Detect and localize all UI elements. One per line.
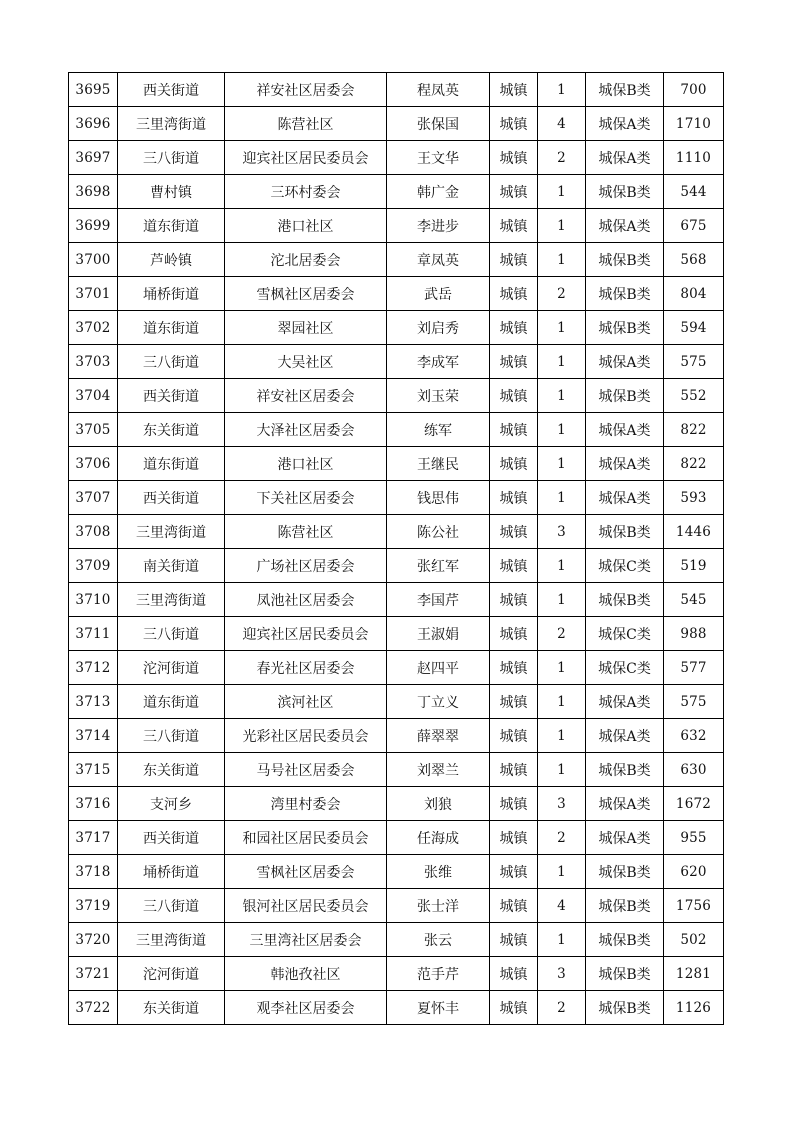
community-cell: 翠园社区 bbox=[225, 311, 387, 345]
subdistrict-cell: 三里湾街道 bbox=[118, 515, 225, 549]
amount-cell: 577 bbox=[664, 651, 724, 685]
household-size-cell: 1 bbox=[538, 379, 586, 413]
subdistrict-cell: 西关街道 bbox=[118, 481, 225, 515]
table-row bbox=[69, 923, 724, 957]
community-cell: 祥安社区居委会 bbox=[225, 379, 387, 413]
area-type-cell: 城镇 bbox=[490, 277, 538, 311]
area-type-cell: 城镇 bbox=[490, 515, 538, 549]
name-cell: 张士洋 bbox=[387, 889, 490, 923]
area-type-cell: 城镇 bbox=[490, 991, 538, 1025]
household-size-cell: 1 bbox=[538, 311, 586, 345]
area-type-cell: 城镇 bbox=[490, 175, 538, 209]
table-row bbox=[69, 855, 724, 889]
table-row bbox=[69, 957, 724, 991]
area-type-cell: 城镇 bbox=[490, 311, 538, 345]
household-size-cell: 3 bbox=[538, 787, 586, 821]
row-number-cell: 3718 bbox=[69, 855, 118, 889]
category-cell: 城保B类 bbox=[586, 991, 664, 1025]
table-row bbox=[69, 651, 724, 685]
area-type-cell: 城镇 bbox=[490, 753, 538, 787]
category-cell: 城保A类 bbox=[586, 141, 664, 175]
household-size-cell: 4 bbox=[538, 107, 586, 141]
area-type-cell: 城镇 bbox=[490, 651, 538, 685]
area-type-cell: 城镇 bbox=[490, 583, 538, 617]
row-number-cell: 3710 bbox=[69, 583, 118, 617]
household-size-cell: 1 bbox=[538, 73, 586, 107]
relief-roster-table bbox=[68, 72, 724, 1025]
household-size-cell: 4 bbox=[538, 889, 586, 923]
name-cell: 任海成 bbox=[387, 821, 490, 855]
community-cell: 光彩社区居民委员会 bbox=[225, 719, 387, 753]
area-type-cell: 城镇 bbox=[490, 209, 538, 243]
category-cell: 城保B类 bbox=[586, 277, 664, 311]
area-type-cell: 城镇 bbox=[490, 107, 538, 141]
subdistrict-cell: 沱河街道 bbox=[118, 957, 225, 991]
row-number-cell: 3713 bbox=[69, 685, 118, 719]
amount-cell: 630 bbox=[664, 753, 724, 787]
name-cell: 刘狼 bbox=[387, 787, 490, 821]
subdistrict-cell: 三里湾街道 bbox=[118, 923, 225, 957]
community-cell: 三里湾社区居委会 bbox=[225, 923, 387, 957]
name-cell: 刘启秀 bbox=[387, 311, 490, 345]
subdistrict-cell: 三里湾街道 bbox=[118, 107, 225, 141]
table-row bbox=[69, 379, 724, 413]
subdistrict-cell: 埇桥街道 bbox=[118, 277, 225, 311]
category-cell: 城保B类 bbox=[586, 583, 664, 617]
category-cell: 城保A类 bbox=[586, 481, 664, 515]
category-cell: 城保B类 bbox=[586, 243, 664, 277]
household-size-cell: 1 bbox=[538, 651, 586, 685]
category-cell: 城保A类 bbox=[586, 685, 664, 719]
category-cell: 城保B类 bbox=[586, 753, 664, 787]
area-type-cell: 城镇 bbox=[490, 923, 538, 957]
community-cell: 陈营社区 bbox=[225, 515, 387, 549]
category-cell: 城保A类 bbox=[586, 209, 664, 243]
subdistrict-cell: 三里湾街道 bbox=[118, 583, 225, 617]
amount-cell: 575 bbox=[664, 685, 724, 719]
category-cell: 城保B类 bbox=[586, 175, 664, 209]
row-number-cell: 3707 bbox=[69, 481, 118, 515]
row-number-cell: 3703 bbox=[69, 345, 118, 379]
community-cell: 银河社区居民委员会 bbox=[225, 889, 387, 923]
table-row bbox=[69, 447, 724, 481]
community-cell: 滨河社区 bbox=[225, 685, 387, 719]
subdistrict-cell: 西关街道 bbox=[118, 379, 225, 413]
amount-cell: 632 bbox=[664, 719, 724, 753]
name-cell: 张维 bbox=[387, 855, 490, 889]
area-type-cell: 城镇 bbox=[490, 345, 538, 379]
area-type-cell: 城镇 bbox=[490, 617, 538, 651]
row-number-cell: 3712 bbox=[69, 651, 118, 685]
row-number-cell: 3706 bbox=[69, 447, 118, 481]
table-row bbox=[69, 719, 724, 753]
row-number-cell: 3711 bbox=[69, 617, 118, 651]
category-cell: 城保C类 bbox=[586, 617, 664, 651]
area-type-cell: 城镇 bbox=[490, 719, 538, 753]
name-cell: 张保国 bbox=[387, 107, 490, 141]
area-type-cell: 城镇 bbox=[490, 685, 538, 719]
name-cell: 王继民 bbox=[387, 447, 490, 481]
table-row bbox=[69, 141, 724, 175]
row-number-cell: 3699 bbox=[69, 209, 118, 243]
area-type-cell: 城镇 bbox=[490, 889, 538, 923]
household-size-cell: 1 bbox=[538, 209, 586, 243]
subdistrict-cell: 道东街道 bbox=[118, 447, 225, 481]
area-type-cell: 城镇 bbox=[490, 413, 538, 447]
amount-cell: 1281 bbox=[664, 957, 724, 991]
table-row bbox=[69, 889, 724, 923]
household-size-cell: 1 bbox=[538, 345, 586, 379]
amount-cell: 544 bbox=[664, 175, 724, 209]
subdistrict-cell: 西关街道 bbox=[118, 73, 225, 107]
row-number-cell: 3720 bbox=[69, 923, 118, 957]
household-size-cell: 1 bbox=[538, 719, 586, 753]
amount-cell: 1756 bbox=[664, 889, 724, 923]
area-type-cell: 城镇 bbox=[490, 141, 538, 175]
row-number-cell: 3708 bbox=[69, 515, 118, 549]
community-cell: 沱北居委会 bbox=[225, 243, 387, 277]
name-cell: 陈公社 bbox=[387, 515, 490, 549]
row-number-cell: 3709 bbox=[69, 549, 118, 583]
amount-cell: 955 bbox=[664, 821, 724, 855]
area-type-cell: 城镇 bbox=[490, 855, 538, 889]
name-cell: 王淑娟 bbox=[387, 617, 490, 651]
table-row bbox=[69, 685, 724, 719]
row-number-cell: 3698 bbox=[69, 175, 118, 209]
amount-cell: 575 bbox=[664, 345, 724, 379]
subdistrict-cell: 东关街道 bbox=[118, 753, 225, 787]
amount-cell: 1110 bbox=[664, 141, 724, 175]
amount-cell: 502 bbox=[664, 923, 724, 957]
household-size-cell: 3 bbox=[538, 515, 586, 549]
household-size-cell: 2 bbox=[538, 991, 586, 1025]
row-number-cell: 3721 bbox=[69, 957, 118, 991]
table-row bbox=[69, 617, 724, 651]
community-cell: 雪枫社区居委会 bbox=[225, 855, 387, 889]
category-cell: 城保B类 bbox=[586, 889, 664, 923]
household-size-cell: 2 bbox=[538, 277, 586, 311]
name-cell: 王文华 bbox=[387, 141, 490, 175]
area-type-cell: 城镇 bbox=[490, 481, 538, 515]
community-cell: 广场社区居委会 bbox=[225, 549, 387, 583]
amount-cell: 1126 bbox=[664, 991, 724, 1025]
area-type-cell: 城镇 bbox=[490, 549, 538, 583]
category-cell: 城保A类 bbox=[586, 821, 664, 855]
table-row bbox=[69, 821, 724, 855]
community-cell: 韩池孜社区 bbox=[225, 957, 387, 991]
row-number-cell: 3715 bbox=[69, 753, 118, 787]
name-cell: 范手芹 bbox=[387, 957, 490, 991]
row-number-cell: 3695 bbox=[69, 73, 118, 107]
row-number-cell: 3696 bbox=[69, 107, 118, 141]
table-row bbox=[69, 549, 724, 583]
category-cell: 城保A类 bbox=[586, 719, 664, 753]
community-cell: 下关社区居委会 bbox=[225, 481, 387, 515]
community-cell: 雪枫社区居委会 bbox=[225, 277, 387, 311]
subdistrict-cell: 道东街道 bbox=[118, 685, 225, 719]
name-cell: 刘玉荣 bbox=[387, 379, 490, 413]
row-number-cell: 3704 bbox=[69, 379, 118, 413]
subdistrict-cell: 芦岭镇 bbox=[118, 243, 225, 277]
household-size-cell: 1 bbox=[538, 583, 586, 617]
name-cell: 章凤英 bbox=[387, 243, 490, 277]
amount-cell: 620 bbox=[664, 855, 724, 889]
amount-cell: 822 bbox=[664, 413, 724, 447]
row-number-cell: 3700 bbox=[69, 243, 118, 277]
household-size-cell: 1 bbox=[538, 243, 586, 277]
community-cell: 凤池社区居委会 bbox=[225, 583, 387, 617]
amount-cell: 822 bbox=[664, 447, 724, 481]
community-cell: 迎宾社区居民委员会 bbox=[225, 141, 387, 175]
area-type-cell: 城镇 bbox=[490, 787, 538, 821]
row-number-cell: 3719 bbox=[69, 889, 118, 923]
category-cell: 城保A类 bbox=[586, 447, 664, 481]
household-size-cell: 2 bbox=[538, 141, 586, 175]
category-cell: 城保A类 bbox=[586, 413, 664, 447]
household-size-cell: 2 bbox=[538, 821, 586, 855]
name-cell: 赵四平 bbox=[387, 651, 490, 685]
table-body bbox=[69, 73, 724, 1025]
area-type-cell: 城镇 bbox=[490, 957, 538, 991]
amount-cell: 519 bbox=[664, 549, 724, 583]
household-size-cell: 1 bbox=[538, 855, 586, 889]
amount-cell: 594 bbox=[664, 311, 724, 345]
table-row bbox=[69, 515, 724, 549]
household-size-cell: 1 bbox=[538, 447, 586, 481]
category-cell: 城保B类 bbox=[586, 515, 664, 549]
category-cell: 城保B类 bbox=[586, 855, 664, 889]
table-row bbox=[69, 73, 724, 107]
name-cell: 夏怀丰 bbox=[387, 991, 490, 1025]
amount-cell: 804 bbox=[664, 277, 724, 311]
household-size-cell: 1 bbox=[538, 481, 586, 515]
household-size-cell: 1 bbox=[538, 549, 586, 583]
table-row bbox=[69, 175, 724, 209]
table-row bbox=[69, 991, 724, 1025]
table-row bbox=[69, 753, 724, 787]
row-number-cell: 3701 bbox=[69, 277, 118, 311]
amount-cell: 593 bbox=[664, 481, 724, 515]
table-row bbox=[69, 311, 724, 345]
area-type-cell: 城镇 bbox=[490, 243, 538, 277]
row-number-cell: 3702 bbox=[69, 311, 118, 345]
community-cell: 马号社区居委会 bbox=[225, 753, 387, 787]
subdistrict-cell: 三八街道 bbox=[118, 889, 225, 923]
name-cell: 张红军 bbox=[387, 549, 490, 583]
subdistrict-cell: 埇桥街道 bbox=[118, 855, 225, 889]
amount-cell: 1710 bbox=[664, 107, 724, 141]
household-size-cell: 1 bbox=[538, 413, 586, 447]
row-number-cell: 3716 bbox=[69, 787, 118, 821]
area-type-cell: 城镇 bbox=[490, 821, 538, 855]
table-row bbox=[69, 345, 724, 379]
category-cell: 城保B类 bbox=[586, 957, 664, 991]
name-cell: 武岳 bbox=[387, 277, 490, 311]
name-cell: 张云 bbox=[387, 923, 490, 957]
community-cell: 港口社区 bbox=[225, 209, 387, 243]
subdistrict-cell: 南关街道 bbox=[118, 549, 225, 583]
subdistrict-cell: 曹村镇 bbox=[118, 175, 225, 209]
table-row bbox=[69, 787, 724, 821]
amount-cell: 988 bbox=[664, 617, 724, 651]
household-size-cell: 1 bbox=[538, 175, 586, 209]
subdistrict-cell: 东关街道 bbox=[118, 413, 225, 447]
community-cell: 港口社区 bbox=[225, 447, 387, 481]
category-cell: 城保B类 bbox=[586, 923, 664, 957]
community-cell: 迎宾社区居民委员会 bbox=[225, 617, 387, 651]
household-size-cell: 2 bbox=[538, 617, 586, 651]
subdistrict-cell: 沱河街道 bbox=[118, 651, 225, 685]
community-cell: 大泽社区居委会 bbox=[225, 413, 387, 447]
category-cell: 城保A类 bbox=[586, 107, 664, 141]
household-size-cell: 3 bbox=[538, 957, 586, 991]
table-row bbox=[69, 209, 724, 243]
category-cell: 城保A类 bbox=[586, 345, 664, 379]
category-cell: 城保C类 bbox=[586, 651, 664, 685]
name-cell: 练军 bbox=[387, 413, 490, 447]
table-row bbox=[69, 413, 724, 447]
community-cell: 观李社区居委会 bbox=[225, 991, 387, 1025]
category-cell: 城保B类 bbox=[586, 73, 664, 107]
amount-cell: 552 bbox=[664, 379, 724, 413]
community-cell: 大吴社区 bbox=[225, 345, 387, 379]
area-type-cell: 城镇 bbox=[490, 73, 538, 107]
community-cell: 三环村委会 bbox=[225, 175, 387, 209]
category-cell: 城保A类 bbox=[586, 787, 664, 821]
row-number-cell: 3705 bbox=[69, 413, 118, 447]
category-cell: 城保B类 bbox=[586, 311, 664, 345]
table-row bbox=[69, 243, 724, 277]
subdistrict-cell: 道东街道 bbox=[118, 209, 225, 243]
community-cell: 湾里村委会 bbox=[225, 787, 387, 821]
subdistrict-cell: 三八街道 bbox=[118, 719, 225, 753]
category-cell: 城保B类 bbox=[586, 379, 664, 413]
community-cell: 陈营社区 bbox=[225, 107, 387, 141]
name-cell: 薛翠翠 bbox=[387, 719, 490, 753]
amount-cell: 1672 bbox=[664, 787, 724, 821]
community-cell: 春光社区居委会 bbox=[225, 651, 387, 685]
subdistrict-cell: 三八街道 bbox=[118, 345, 225, 379]
name-cell: 李成军 bbox=[387, 345, 490, 379]
amount-cell: 675 bbox=[664, 209, 724, 243]
household-size-cell: 1 bbox=[538, 923, 586, 957]
amount-cell: 568 bbox=[664, 243, 724, 277]
category-cell: 城保C类 bbox=[586, 549, 664, 583]
subdistrict-cell: 三八街道 bbox=[118, 617, 225, 651]
subdistrict-cell: 道东街道 bbox=[118, 311, 225, 345]
table-row bbox=[69, 481, 724, 515]
table-row bbox=[69, 277, 724, 311]
amount-cell: 545 bbox=[664, 583, 724, 617]
name-cell: 李进步 bbox=[387, 209, 490, 243]
area-type-cell: 城镇 bbox=[490, 379, 538, 413]
row-number-cell: 3697 bbox=[69, 141, 118, 175]
subdistrict-cell: 支河乡 bbox=[118, 787, 225, 821]
household-size-cell: 1 bbox=[538, 753, 586, 787]
name-cell: 李国芹 bbox=[387, 583, 490, 617]
community-cell: 和园社区居民委员会 bbox=[225, 821, 387, 855]
subdistrict-cell: 东关街道 bbox=[118, 991, 225, 1025]
name-cell: 钱思伟 bbox=[387, 481, 490, 515]
row-number-cell: 3717 bbox=[69, 821, 118, 855]
table-row bbox=[69, 583, 724, 617]
amount-cell: 700 bbox=[664, 73, 724, 107]
row-number-cell: 3714 bbox=[69, 719, 118, 753]
subdistrict-cell: 三八街道 bbox=[118, 141, 225, 175]
subdistrict-cell: 西关街道 bbox=[118, 821, 225, 855]
community-cell: 祥安社区居委会 bbox=[225, 73, 387, 107]
name-cell: 丁立义 bbox=[387, 685, 490, 719]
row-number-cell: 3722 bbox=[69, 991, 118, 1025]
name-cell: 程凤英 bbox=[387, 73, 490, 107]
name-cell: 韩广金 bbox=[387, 175, 490, 209]
household-size-cell: 1 bbox=[538, 685, 586, 719]
amount-cell: 1446 bbox=[664, 515, 724, 549]
name-cell: 刘翠兰 bbox=[387, 753, 490, 787]
table-row bbox=[69, 107, 724, 141]
area-type-cell: 城镇 bbox=[490, 447, 538, 481]
